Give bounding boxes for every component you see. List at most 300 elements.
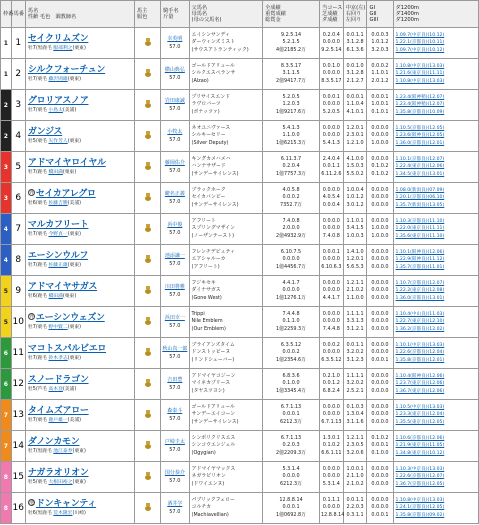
course-record-cell: 0.0.0.1 0.0.0.0 5.2.0.5 <box>320 90 344 121</box>
horse-name: セイカアレグロ <box>35 189 96 199</box>
best-time-link[interactable]: 1.22.4(東京良)(12.06) <box>395 164 445 170</box>
graded-record: 0.0.0.2 <box>282 349 300 356</box>
medal-icon <box>145 69 151 77</box>
graded-record: 0.0.0.0 <box>282 287 300 294</box>
best-time-link[interactable]: 1.34.8(東京良)(10.12) <box>395 450 445 456</box>
jockey-weight: 57.0 <box>169 106 181 112</box>
course-record-cell: 0.0.0.1 0.0.0.0 6.10.6.3 <box>320 245 344 276</box>
direction-record-cell: 1.0.0.4 1.0.1.2 3.0.1.2 <box>343 183 367 214</box>
horse-row <box>1 214 479 245</box>
horse-name-link[interactable] <box>28 375 132 386</box>
pedigree-cell <box>189 152 263 183</box>
horse-row <box>1 59 479 90</box>
medal-icon <box>145 410 151 418</box>
horse-number: 2 <box>11 59 25 90</box>
owner-silks-cell <box>135 245 161 276</box>
horse-info: 牡7/栗毛 藤沢則雄(栗東) <box>27 77 82 82</box>
horse-name: ナガラオリオン <box>27 468 89 478</box>
trainer-link[interactable]: 今野貞一 <box>48 232 68 237</box>
pedigree-cell <box>189 183 263 214</box>
horse-info: 牡7/鹿毛 橋田満(栗東) <box>27 170 77 175</box>
waku-cell: 3 <box>1 183 12 214</box>
best-time-link[interactable]: 1.10.1(阪神良)(12.06) <box>395 249 445 255</box>
total-prize: 1億4456.7万 <box>276 263 307 270</box>
dam: エアシャルーカ <box>191 256 226 263</box>
best-time-link[interactable]: 1.36.0(京都良)(12.01) <box>395 140 445 146</box>
direction-record-cell: 1.4.1.0 1.2.0.1 5.6.5.3 <box>343 245 367 276</box>
best-time-link[interactable]: 1.10.4(中山良)(11.03) <box>395 311 445 317</box>
trainer-link[interactable]: 鹿戸雄一 <box>48 418 68 423</box>
graded-record: 0.1.0.0 <box>282 380 300 387</box>
jockey-link[interactable]: 浜田幸一 <box>164 315 185 321</box>
owner-silks-cell <box>135 493 161 524</box>
best-time-link[interactable]: 1.10.8(中京良)(13.03) <box>395 497 445 503</box>
owner-silks-cell <box>135 431 161 462</box>
best-time-link[interactable]: 1.21.6(東京良)(11.11) <box>395 71 445 77</box>
horse-row <box>1 369 479 400</box>
jockey-weight: 57.0 <box>169 478 181 484</box>
jockey-weight: 57.0 <box>169 354 181 360</box>
trainer-link[interactable]: 佐藤正雄 <box>48 263 68 268</box>
best-time-link[interactable]: 1.10.8(中京良)(13.03) <box>395 63 445 69</box>
jockey-weight: 57.0 <box>169 292 181 298</box>
horse-cell <box>25 400 134 431</box>
medal-icon <box>145 441 151 449</box>
grade-record-cell: 0.0.0.0 0.0.0.0 0.0.0.0 <box>367 400 393 431</box>
horse-name: ドンキャンティ <box>35 499 97 509</box>
best-time-link[interactable]: 1.36.7(東京良)(12.06) <box>395 388 445 394</box>
medal-icon <box>145 348 151 356</box>
overall-record: 5.4.1.3 <box>282 124 300 131</box>
jockey-link[interactable]: 吉田豊 <box>167 377 183 383</box>
jockey-weight: 57.0 <box>169 416 181 422</box>
overall-record: 6.11.3.7 <box>280 155 302 162</box>
best-time-link[interactable]: 1.35.7(新潟良)(13.05) <box>395 202 445 208</box>
best-time-link[interactable]: 1.08.0(新潟良)(07.09) <box>395 187 445 193</box>
waku-cell: 1 <box>1 28 12 59</box>
grade-record-cell: 0.0.0.3 1.0.1.2 3.2.0.3 <box>367 28 393 59</box>
grade-record-cell: 0.0.0.0 0.0.0.0 0.0.0.0 <box>367 245 393 276</box>
record-cell <box>263 28 320 59</box>
horse-row <box>1 462 479 493</box>
header-row <box>1 1 479 28</box>
horse-info: 牡5/栗毛 大根田裕之(栗東) <box>27 480 86 485</box>
record-cell <box>263 121 320 152</box>
course-record-cell: 0.2.0.4 0.0.0.0 9.2.5.14 <box>320 28 344 59</box>
trainer-link[interactable]: 佐藤吉勝 <box>48 201 68 206</box>
total-prize: 2億4932.9万 <box>276 232 307 239</box>
best-time-link[interactable]: 1.10.7(京都良)(12.07) <box>395 280 445 286</box>
record-cell <box>263 276 320 307</box>
record-cell <box>263 59 320 90</box>
horse-number: 12 <box>11 369 25 400</box>
total-prize: 2億2209.3万 <box>276 449 307 456</box>
jockey-weight: 57.0 <box>169 137 181 143</box>
total-prize: 1億3345.4万 <box>276 387 307 394</box>
best-time-link[interactable]: 1.10.3(中京良)(13.03) <box>395 466 445 472</box>
dam: ドンストッピーヌ <box>191 349 231 356</box>
trainer-link[interactable]: 池江泰寿 <box>53 449 73 454</box>
best-time-link[interactable]: 1.35.8(京都良)(09.02) <box>395 512 445 518</box>
total-prize: 1億2354.6万 <box>276 356 307 363</box>
horse-cell <box>25 462 134 493</box>
dam: シルキーセリー <box>191 132 226 139</box>
best-time-link[interactable]: 1.23.4(阪神稍)(12.07) <box>395 102 445 108</box>
overall-record: 9.2.5.14 <box>280 31 302 38</box>
horse-name-link[interactable] <box>28 34 132 45</box>
jockey-cell <box>161 28 189 59</box>
horse-name-link[interactable] <box>28 96 132 107</box>
medal-icon <box>145 193 151 201</box>
trainer-link[interactable]: 藤沢則雄 <box>48 77 68 82</box>
record-cell <box>263 400 320 431</box>
best-time-link[interactable]: 1.36.7(京都良)(12.05) <box>395 481 445 487</box>
best-time-link[interactable]: 1.10.5(中京良)(13.03) <box>395 404 445 410</box>
graded-record: 3.1.1.5 <box>282 70 300 77</box>
dam: シンコウエンジェル <box>191 442 236 449</box>
medal-icon <box>145 100 151 108</box>
trainer-link[interactable]: 野中賢二 <box>48 325 68 330</box>
best-time-link[interactable]: 1.35.7(京都良)(11.01) <box>395 264 445 270</box>
owner-silks-cell <box>135 214 161 245</box>
horse-name-link[interactable] <box>28 313 132 324</box>
horse-cell <box>25 214 134 245</box>
total-prize: 6212.3万 <box>280 480 303 487</box>
sire: アドマイヤコジーン <box>191 372 236 379</box>
horse-number: 7 <box>11 214 25 245</box>
best-time-link[interactable]: 1.10.1(京都良)(12.07) <box>395 156 445 162</box>
best-times-cell <box>393 338 478 369</box>
horse-name-link[interactable] <box>28 344 132 355</box>
sire: エイシンサンディ <box>191 31 230 38</box>
medal-icon <box>145 472 151 480</box>
best-times-cell <box>393 431 478 462</box>
horse-cell <box>25 183 134 214</box>
sire: キングカメハメハ <box>191 155 231 162</box>
jockey-cell <box>161 59 189 90</box>
best-time-link[interactable]: 1.23.7(東京良)(12.06) <box>395 381 445 387</box>
best-time-link[interactable]: 1.23.4(阪神稍)(12.07) <box>395 94 445 100</box>
record-cell <box>263 307 320 338</box>
best-time-link[interactable]: 1.22.1(京都良)(10.11) <box>395 40 445 46</box>
horse-row <box>1 183 479 214</box>
best-time-link[interactable]: 1.10.4(阪神良)(12.06) <box>395 373 445 379</box>
pedigree-cell <box>189 369 263 400</box>
best-times-cell <box>393 90 478 121</box>
record-cell <box>263 152 320 183</box>
dam: サンデーエイコーン <box>191 411 236 418</box>
jockey-link[interactable]: 池添謙一 <box>164 253 185 259</box>
total-prize: 7352.7万 <box>280 201 303 208</box>
best-time-link[interactable]: 1.10.1(中京良)(13.03) <box>395 342 445 348</box>
best-time-link[interactable]: 1.09.7(中京良)(10.12) <box>395 47 445 53</box>
best-time-link[interactable]: 1.23.6(阪神良)(12.05) <box>395 133 445 139</box>
course-record-cell: 2.4.0.4 0.0.1.1 6.11.2.6 <box>320 152 344 183</box>
horse-cell <box>25 245 134 276</box>
total-prize: 1億7757.3万 <box>276 170 307 177</box>
dam: シルクエスペランサ <box>191 70 236 77</box>
horse-info: 牡7/栗毛 今野貞一(栗東) <box>27 232 82 237</box>
owner-silks-cell <box>135 400 161 431</box>
horse-number: 16 <box>11 493 25 524</box>
total-prize: 1億1276.1万 <box>276 294 307 301</box>
best-time-link[interactable]: 1.20.1(京都良)(06.10) <box>395 195 445 201</box>
trainer-link[interactable]: 高木登 <box>48 387 63 392</box>
graded-record: 0.0.0.1 <box>282 411 300 418</box>
horse-name-link[interactable] <box>28 220 132 231</box>
best-time-link[interactable]: 1.10.6(京都良)(12.06) <box>395 435 445 441</box>
best-time-link[interactable]: 1.34.5(東京良)(13.01) <box>395 171 445 177</box>
best-time-link[interactable]: 1.10.5(京都良)(12.05) <box>395 125 445 131</box>
damsire: (リンドシェーバー) <box>191 356 235 363</box>
horse-row <box>1 245 479 276</box>
jockey-link[interactable]: 小牧太 <box>167 129 183 135</box>
graded-record: 0.2.0.4 <box>282 163 300 170</box>
course-record-cell: 0.0.0.0 0.0.0.0 6.7.1.13 <box>320 400 344 431</box>
origin-mark: 外 <box>29 314 34 320</box>
sire: シンボリクリスエス <box>191 434 236 441</box>
best-time-link[interactable]: 1.22.9(阪神良)(11.12) <box>395 257 445 263</box>
horse-name-link[interactable] <box>28 499 132 510</box>
jockey-cell <box>161 307 189 338</box>
direction-record-cell: 0.0.0.1 1.1.0.4 4.1.0.1 <box>343 90 367 121</box>
jockey-link[interactable]: 秋山真一郎 <box>162 346 188 352</box>
horse-name: マルカフリート <box>27 220 89 230</box>
sire: アフリート <box>191 217 216 224</box>
horse-name-link[interactable] <box>28 282 132 293</box>
best-times-cell <box>393 152 478 183</box>
sire: パブリックフェロー <box>191 496 235 503</box>
horse-name: スノードラゴン <box>27 375 89 385</box>
trainer-link[interactable]: 矢作芳人 <box>48 139 68 144</box>
best-time-link[interactable]: 1.36.0(京都良)(13.01) <box>395 295 445 301</box>
jockey-weight: 57.0 <box>169 385 181 391</box>
direction-record-cell: 1.2.1.1 2.3.0.5 3.2.0.6 <box>343 431 367 462</box>
sire: フジキセキ <box>191 279 216 286</box>
course-record-cell: 0.2.1.0 0.0.1.2 6.8.2.4 <box>320 369 344 400</box>
record-cell <box>263 493 320 524</box>
direction-record-cell: 0.0.1.1 2.2.0.3 0.3.1.1 <box>343 493 367 524</box>
horse-name-link[interactable] <box>28 251 132 262</box>
best-times-cell <box>393 307 478 338</box>
horse-name: アドマイヤロイヤル <box>27 158 106 168</box>
overall-record: 7.4.0.8 <box>282 217 300 224</box>
best-time-link[interactable]: 1.35.5(東京良)(12.05) <box>395 419 445 425</box>
trainer-link[interactable]: 荒木隆宏 <box>53 511 73 516</box>
trainer-link[interactable]: 小島太 <box>48 108 63 113</box>
dam: ダイナサガス <box>191 287 221 294</box>
horse-name: アドマイヤサガス <box>27 282 98 292</box>
total-prize: 1億9217.6万 <box>276 108 307 115</box>
horse-info: 牡7/栗毛 鹿戸雄一(美浦) <box>27 418 82 423</box>
owner-silks-cell <box>135 338 161 369</box>
jockey-weight: 57.0 <box>169 323 181 329</box>
best-time-link[interactable]: 1.10.8(中京良)(13.03) <box>395 78 445 84</box>
grade-record-cell: 0.0.0.0 0.0.0.0 0.0.0.1 <box>367 493 393 524</box>
horse-number: 10 <box>11 307 25 338</box>
waku-cell: 8 <box>1 493 12 524</box>
course-record-cell: 0.0.0.0 0.0.0.0 5.4.1.3 <box>320 121 344 152</box>
owner-silks-cell <box>135 369 161 400</box>
best-time-link[interactable]: 1.09.7(中京良)(10.12) <box>395 32 445 38</box>
trainer-link[interactable]: 服部利之 <box>53 46 73 51</box>
jockey-link[interactable]: 藤岡佑介 <box>164 160 185 166</box>
best-time-link[interactable]: 1.23.3(東京良)(12.04) <box>395 412 445 418</box>
jockey-link[interactable]: 森泰斗 <box>167 408 183 414</box>
horse-row <box>1 121 479 152</box>
horse-name-link[interactable] <box>28 65 132 76</box>
horse-number: 9 <box>11 276 25 307</box>
jockey-link[interactable]: 国分恭介 <box>164 470 185 476</box>
record-cell <box>263 245 320 276</box>
grade-record-cell: 0.0.0.1 1.0.0.1 0.1.0.1 <box>367 90 393 121</box>
trainer-link[interactable]: 大根田裕之 <box>48 480 73 485</box>
record-cell <box>263 183 320 214</box>
horse-cell <box>25 307 134 338</box>
waku-cell: 5 <box>1 276 12 307</box>
dam: マイネカプリース <box>191 380 231 387</box>
overall-record: 6.7.1.13 <box>280 434 302 441</box>
direction-record-cell: 4.1.0.0 1.5.0.3 5.5.0.2 <box>343 152 367 183</box>
best-time-link[interactable]: 1.36.2(京都良)(12.02) <box>395 326 445 332</box>
total-prize: 1億2259.3万 <box>276 325 307 332</box>
horse-row <box>1 307 479 338</box>
horse-name-link[interactable] <box>28 158 132 169</box>
horse-info: 牡6/鹿毛 橋田満(栗東) <box>27 294 77 299</box>
horse-name: セイクリムズン <box>27 34 89 44</box>
damsire: (Ogygian) <box>191 449 216 456</box>
jockey-link[interactable]: 横山典弘 <box>164 67 185 73</box>
horse-name-link[interactable] <box>28 189 132 200</box>
jockey-weight: 57.0 <box>169 44 181 50</box>
jockey-weight: 57.0 <box>169 75 181 81</box>
jockey-cell <box>161 152 189 183</box>
pedigree-cell <box>189 493 263 524</box>
best-times-cell <box>393 369 478 400</box>
horse-name: マコトスパルビエロ <box>27 344 107 354</box>
jockey-link[interactable]: 浜中俊 <box>167 222 183 228</box>
dam: コルチカ <box>191 504 212 511</box>
jockey-link[interactable]: 蛯名正義 <box>164 191 185 197</box>
best-time-link[interactable]: 1.22.6(京都良)(12.07) <box>395 474 445 480</box>
medal-icon <box>145 162 151 170</box>
best-time-link[interactable]: 1.22.2(東京良)(12.08) <box>395 288 445 294</box>
best-time-link[interactable]: 1.35.8(京都良)(10.09) <box>395 109 445 115</box>
best-time-link[interactable]: 1.22.0(東京良)(11.11) <box>395 226 445 232</box>
owner-silks-cell <box>135 183 161 214</box>
damsire: (サンデーサイレンス) <box>191 170 239 177</box>
overall-record: 6.3.5.12 <box>280 341 302 348</box>
record-cell <box>263 369 320 400</box>
best-time-link[interactable]: 1.35.8(京都良)(12.01) <box>395 357 445 363</box>
best-time-link[interactable]: 1.22.7(東京良)(12.10) <box>395 319 445 325</box>
grade-record-cell: 0.0.0.0 0.0.0.0 0.0.0.0 <box>367 369 393 400</box>
horse-info: 牡7/鹿毛 佐藤正雄(栗東) <box>27 263 82 268</box>
best-time-link[interactable]: 1.21.9(東京良)(11.05) <box>395 443 445 449</box>
best-times-cell <box>393 214 478 245</box>
horse-number: 14 <box>11 431 25 462</box>
best-time-link[interactable]: 1.10.3(京都良)(11.10) <box>395 218 445 224</box>
medal-icon <box>145 255 151 263</box>
header-course: 当コース 芝成績 ダ成績 <box>320 1 344 28</box>
pedigree-cell <box>189 90 263 121</box>
header-umaban: 馬番 <box>11 1 25 28</box>
horse-row <box>1 400 479 431</box>
sire: アドマイヤマックス <box>191 465 236 472</box>
direction-record-cell: 1.1.1.1 3.3.1.3 3.1.2.1 <box>343 307 367 338</box>
dam: ダーウィンズミスト <box>191 39 236 46</box>
direction-record-cell: 1.1.1.1 3.2.0.2 2.5.2.1 <box>343 369 367 400</box>
header-jockey: 騎手名 斤量 <box>161 1 189 28</box>
horse-number: 1 <box>11 28 25 59</box>
overall-record: 4.0.5.8 <box>282 186 300 193</box>
owner-silks-cell <box>135 307 161 338</box>
graded-record: 1.1.0.0 <box>282 132 300 139</box>
grade-record-cell: 0.0.0.0 0.0.0.0 0.0.0.0 <box>367 307 393 338</box>
horse-name-link[interactable] <box>28 468 132 479</box>
medal-icon <box>145 503 151 511</box>
best-times-cell <box>393 59 478 90</box>
horse-info: 牡7/鹿毛 鈴木孝志(栗東) <box>27 356 82 361</box>
horse-cell <box>25 152 134 183</box>
waku-cell: 2 <box>1 90 12 121</box>
course-record-cell: 0.0.1.0 0.0.0.0 8.3.5.17 <box>320 59 344 90</box>
horse-cell <box>25 90 134 121</box>
total-prize: 1億6215.3万 <box>276 139 307 146</box>
course-record-cell: 0.0.0.0 0.0.0.0 5.3.1.4 <box>320 462 344 493</box>
graded-record: 0.0.0.0 <box>282 473 300 480</box>
damsire: (ノーザンテースト) <box>191 232 234 239</box>
jockey-cell <box>161 462 189 493</box>
waku-cell: 2 <box>1 121 12 152</box>
jockey-link[interactable]: 岩田康誠 <box>164 98 185 104</box>
jockey-cell <box>161 400 189 431</box>
course-record-cell: 0.1.1.1 0.0.0.0 12.8.8.14 <box>320 493 344 524</box>
trainer-link[interactable]: 橋田満 <box>48 294 63 299</box>
horse-name: ガンジス <box>27 127 63 137</box>
best-time-link[interactable]: 1.35.6(東京良)(11.10) <box>395 233 445 239</box>
waku-cell: 7 <box>1 400 12 431</box>
jockey-link[interactable]: 酒井学 <box>167 501 183 507</box>
pedigree-cell <box>189 307 263 338</box>
best-time-link[interactable]: 1.22.6(京都良)(12.04) <box>395 350 445 356</box>
total-prize: 6212.3万 <box>280 418 303 425</box>
jockey-link[interactable]: 幸英明 <box>167 36 183 42</box>
jockey-link[interactable]: 川田将雅 <box>164 284 185 290</box>
horse-name-link[interactable] <box>28 437 132 448</box>
best-times-cell <box>393 28 478 59</box>
trainer-link[interactable]: 鈴木孝志 <box>48 356 68 361</box>
pedigree-cell <box>189 276 263 307</box>
horse-name-link[interactable] <box>28 406 132 417</box>
waku-cell: 4 <box>1 214 12 245</box>
trainer-link[interactable]: 橋田満 <box>48 170 63 175</box>
total-prize: 4億2185.2万 <box>276 46 307 53</box>
grade-record-cell: 0.0.0.0 0.0.0.0 0.0.0.0 <box>367 462 393 493</box>
jockey-cell <box>161 338 189 369</box>
jockey-link[interactable]: 戸崎圭太 <box>164 439 185 445</box>
horse-name-link[interactable] <box>28 127 132 138</box>
horse-cell <box>25 369 134 400</box>
jockey-cell <box>161 90 189 121</box>
record-cell <box>263 431 320 462</box>
grade-record-cell: 0.0.0.2 1.1.0.1 2.0.1.2 <box>367 59 393 90</box>
best-time-link[interactable]: 1.24.1(京都良)(12.05) <box>395 505 445 511</box>
pedigree-cell <box>189 59 263 90</box>
direction-record-cell: 0.0.1.1 3.2.0.2 3.1.2.3 <box>343 338 367 369</box>
horse-number: 13 <box>11 400 25 431</box>
jockey-cell <box>161 121 189 152</box>
